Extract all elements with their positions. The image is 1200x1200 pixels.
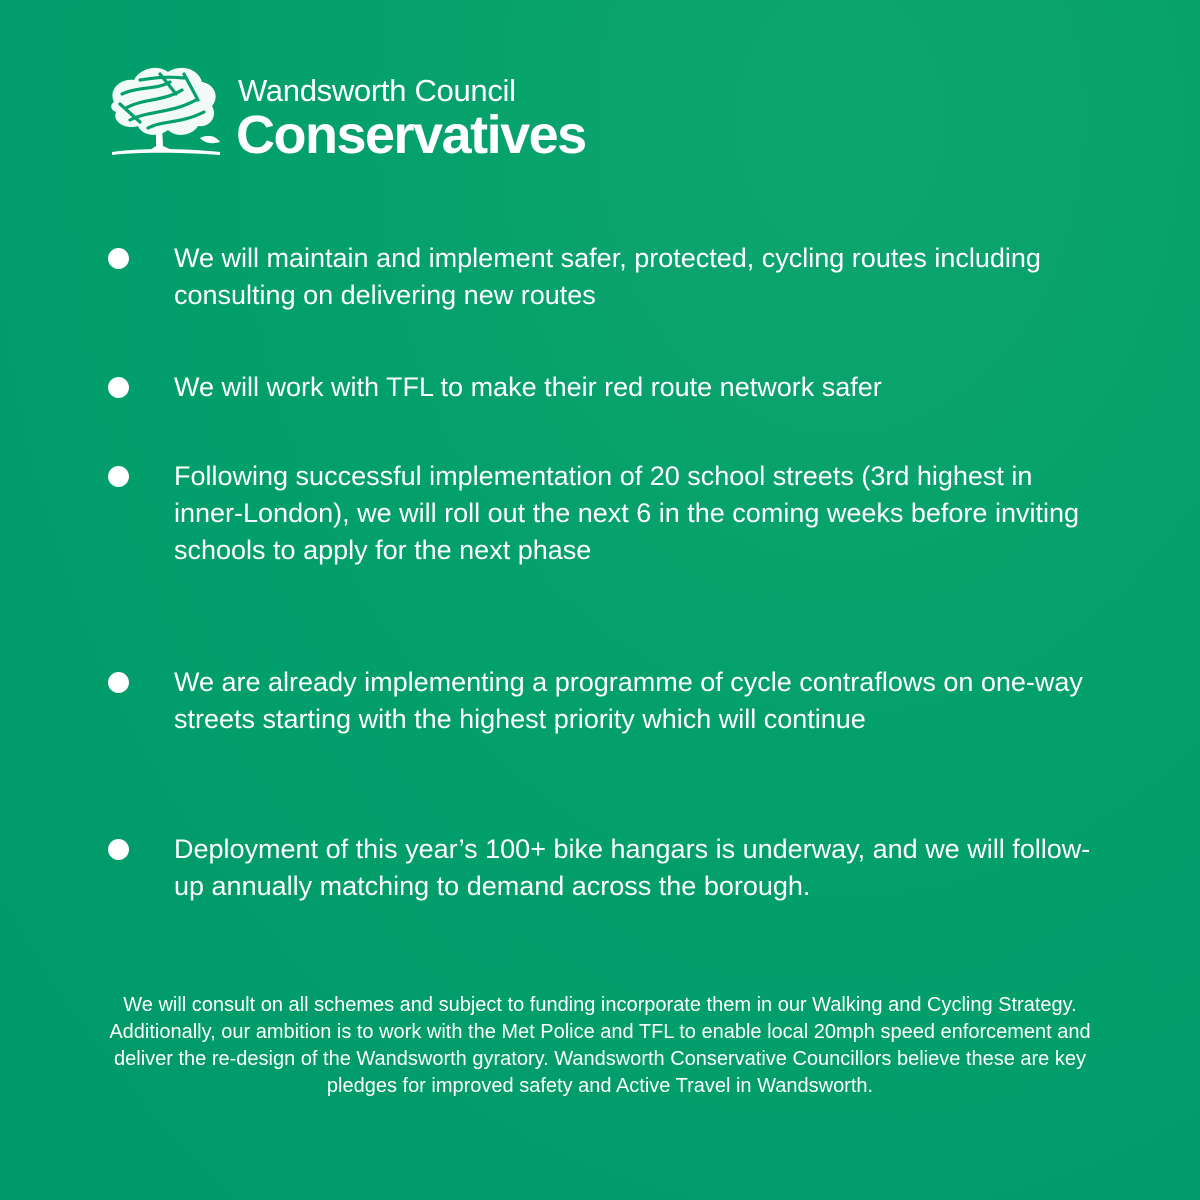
party-name: Conservatives	[236, 105, 586, 165]
pledge-text: Deployment of this year’s 100+ bike hangars is underway, and we will follow-up annually matching to demand across the borough.	[174, 834, 1091, 901]
council-name: Wandsworth Council	[238, 73, 516, 108]
bullet-dot-icon	[108, 466, 129, 487]
pledge-text: Following successful implementation of 20 school streets (3rd highest in inner-London), we will roll out the next 6 in the coming weeks before inviting schools to apply for the next phase	[174, 461, 1079, 565]
pledge-text: We will work with TFL to make their red route network safer	[174, 372, 882, 402]
footer-statement: We will consult on all schemes and subject to funding incorporate them in our Walking and Cycling Strategy. Additionally, our ambition is to work with the Met Police and TFL to enable local 20mph speed enforcement and deliver the re-design of the Wandsworth gyratory. Wandsworth Conservative Councillors believe these are key pledges for improved safety and Active Travel in Wandsworth.	[109, 994, 1091, 1097]
pledge-text: We will maintain and implement safer, protected, cycling routes including consulting on delivering new routes	[174, 243, 1041, 310]
pledge-text: We are already implementing a programme of cycle contraflows on one-way streets starting with the highest priority which will continue	[174, 667, 1083, 734]
bullet-dot-icon	[108, 672, 129, 693]
bullet-dot-icon	[108, 377, 129, 398]
bullet-dot-icon	[108, 839, 129, 860]
bullet-dot-icon	[108, 248, 129, 269]
